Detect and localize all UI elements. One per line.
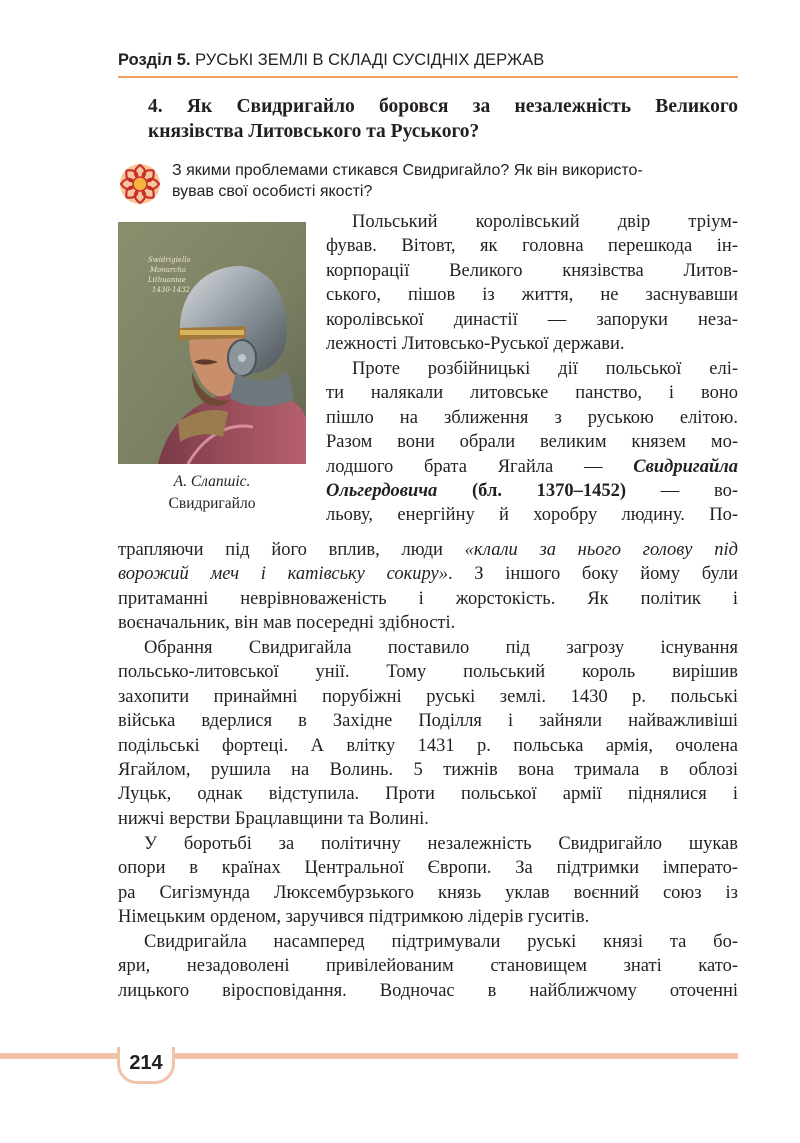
question-prompt-line-1: З якими проблемами стикався Свидригайло? Як він використо- [172,162,643,179]
text-line: ти налякали литовське панство, і воно [326,383,738,404]
chapter-header [118,51,738,70]
text-line: Разом вони обрали великим князем мо- [326,432,738,453]
text-line: лицького віросповідання. Водночас в найближчому оточенні [118,980,738,1001]
text-line: королівської династії — запоруки неза- [326,309,738,330]
portrait-painting [118,222,306,464]
text-run: — во- [626,480,738,501]
text-line: воєначальник, він мав посередні здібності. [118,613,456,634]
section-label: Розділ [118,51,173,69]
person-patronymic: Ольгердовича [326,480,438,501]
text-line: Свидригайла насамперед підтримували руські князі та бо- [144,932,738,952]
figure-caption [118,471,306,515]
text-line: ра Сигізмунда Люксембурзького князь уклав воєнний союз із [118,882,738,903]
text-line: Проте розбійницькі дії польської елі- [352,359,738,379]
quote-text: ворожий меч і катівську сокиру» [118,564,448,585]
text-line: корпорації Великого князівства Литов- [326,260,738,281]
text-run: трапляючи під його вплив, люди [118,540,465,560]
text-line [118,562,738,586]
inscription-line: Lithuaniae [148,276,186,284]
caption-author: А. Слапшіс. [173,473,251,490]
text-line [118,538,738,562]
paragraph-3 [118,636,738,831]
page-number: 214 [117,1047,175,1084]
text-line: захопити принаймні порубіжні руські землі. 1430 р. польські [118,686,738,707]
person-name: Свидригайла [633,456,738,477]
text-run: лодшого брата Ягайла — [326,456,603,477]
text-line: Луцьк, однак відступила. Проти польської армії піднялися і [118,784,738,805]
text-line: Ягайлом, рушила на Волинь. 5 тижнів вона тримала в облозі [118,759,738,780]
text-run: . З іншого боку йому були [447,564,738,585]
life-dates: (бл. 1370–1452) [472,480,627,501]
text-line: лежності Литовсько-Руської держави. [326,333,625,354]
quote-text: «клали за нього голову під [464,540,738,560]
inscription-line: 1430-1432 [152,286,190,294]
text-line: війська вдерлися в Західне Поділля і зайняли найважливіші [118,711,738,732]
paragraph-2 [326,357,738,528]
question-title [148,94,738,144]
paragraph-4 [118,832,738,930]
question-title-line-2: князівства Литовського та Руського? [148,121,480,142]
text-line: притаманні неврівноваженість і жорстокість. Як політик і [118,588,738,609]
text-line: Німецьким орденом, заручився підтримкою лідерів гуситів. [118,907,590,928]
text-line: подільські фортеці. А влітку 1431 р. польська армія, очолена [118,735,738,756]
text-line [326,479,738,503]
text-line: нижчі верстви Брацлавщини та Волині. [118,808,429,829]
question-title-line-1: 4. Як Свидригайло боровся за незалежність Великого [148,96,738,117]
text-line: пішло на зближення з руською елітою. [326,407,738,428]
caption-title: Свидригайло [168,495,256,512]
question-prompt-line-2: вував свої особисті якості? [172,183,373,200]
section-title: РУСЬКІ ЗЕМЛІ В СКЛАДІ СУСІДНІХ ДЕРЖАВ [195,51,545,69]
inscription-line: Swidrigiello [148,256,191,264]
text-line: Польський королівський двір тріум- [352,212,738,232]
paragraph-5 [118,930,738,1003]
footer-bar [0,1053,738,1059]
text-line: ського, пішов із життя, не заснувавши [326,285,738,306]
text-line: У боротьбі за політичну незалежність Свидригайло шукав [144,834,738,854]
rosette-icon [118,162,162,206]
section-number: 5. [176,51,191,69]
text-line: фував. Вітовт, як головна перешкода ін- [326,236,738,257]
text-line: опори в країнах Центральної Європи. За підтримки імперато- [118,858,738,879]
question-prompt [172,160,738,202]
text-line: льову, енергійну й хоробру людину. По- [326,505,738,526]
text-line [326,455,738,479]
header-divider [118,76,738,78]
inscription-line: Monarcha [150,266,187,274]
text-line: Обрання Свидригайла поставило під загрозу існування [144,638,738,658]
text-line: польсько-литовської унії. Тому польський король вирішив [118,662,738,683]
text-line: яри, незадоволені привілейованим становищем знаті като- [118,956,738,977]
paragraph-2-continued [118,538,738,636]
paragraph-1 [326,210,738,356]
